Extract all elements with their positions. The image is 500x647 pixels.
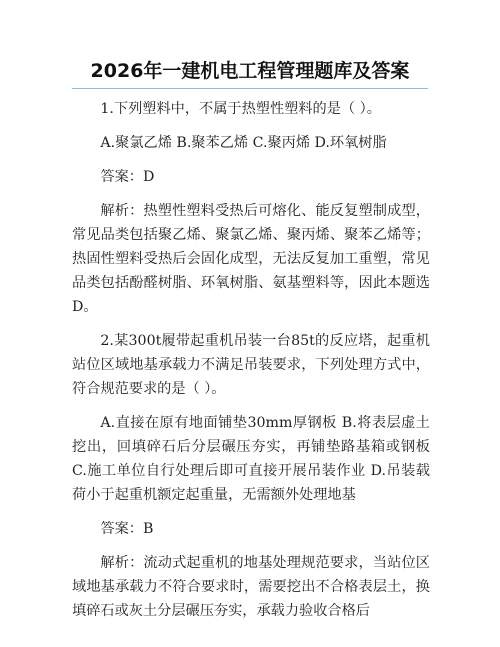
question-1-options: A.聚氯乙烯 B.聚苯乙烯 C.聚丙烯 D.环氧树脂	[100, 135, 387, 151]
title-divider	[72, 88, 428, 89]
question-2-analysis: 解析：流动式起重机的地基处理规范要求，当站位区域地基承载力不符合要求时，需要挖出不合格表层土，换填碎石或灰土分层碾压夯实，承载力验收合格后	[72, 555, 430, 619]
question-1-answer: 答案：D	[100, 169, 155, 185]
question-1	[72, 97, 430, 319]
question-2-options: A.直接在原有地面铺垫30mm厚钢板 B.将表层虚土挖出，回填碎石后分层碾压夯实，再铺垫路基箱或钢板 C.施工单位自行处理后即可直接开展吊装作业 D.吊装载荷小于起重机额定起重量，无需额外处理地基	[72, 415, 430, 503]
question-1-stem: 1.下列塑料中，不属于热塑性塑料的是（ ）。	[100, 101, 381, 117]
question-list	[72, 97, 430, 631]
question-2	[72, 329, 430, 623]
question-2-answer: 答案：B	[100, 521, 154, 537]
question-1-analysis: 解析：热塑性塑料受热后可熔化、能反复塑制成型，常见品类包括聚乙烯、聚氯乙烯、聚丙烯、聚苯乙烯等；热固性塑料受热后会固化成型，无法反复加工重塑，常见品类包括酚醛树脂、环氧树脂、氨基塑料等，因此本题选D。	[72, 203, 430, 315]
question-2-stem: 2.某300t履带起重机吊装一台85t的反应塔，起重机站位区域地基承载力不满足吊装要求，下列处理方式中，符合规范要求的是（ ）。	[72, 333, 430, 397]
document-title: 2026年一建机电工程管理题库及答案	[90, 60, 410, 82]
